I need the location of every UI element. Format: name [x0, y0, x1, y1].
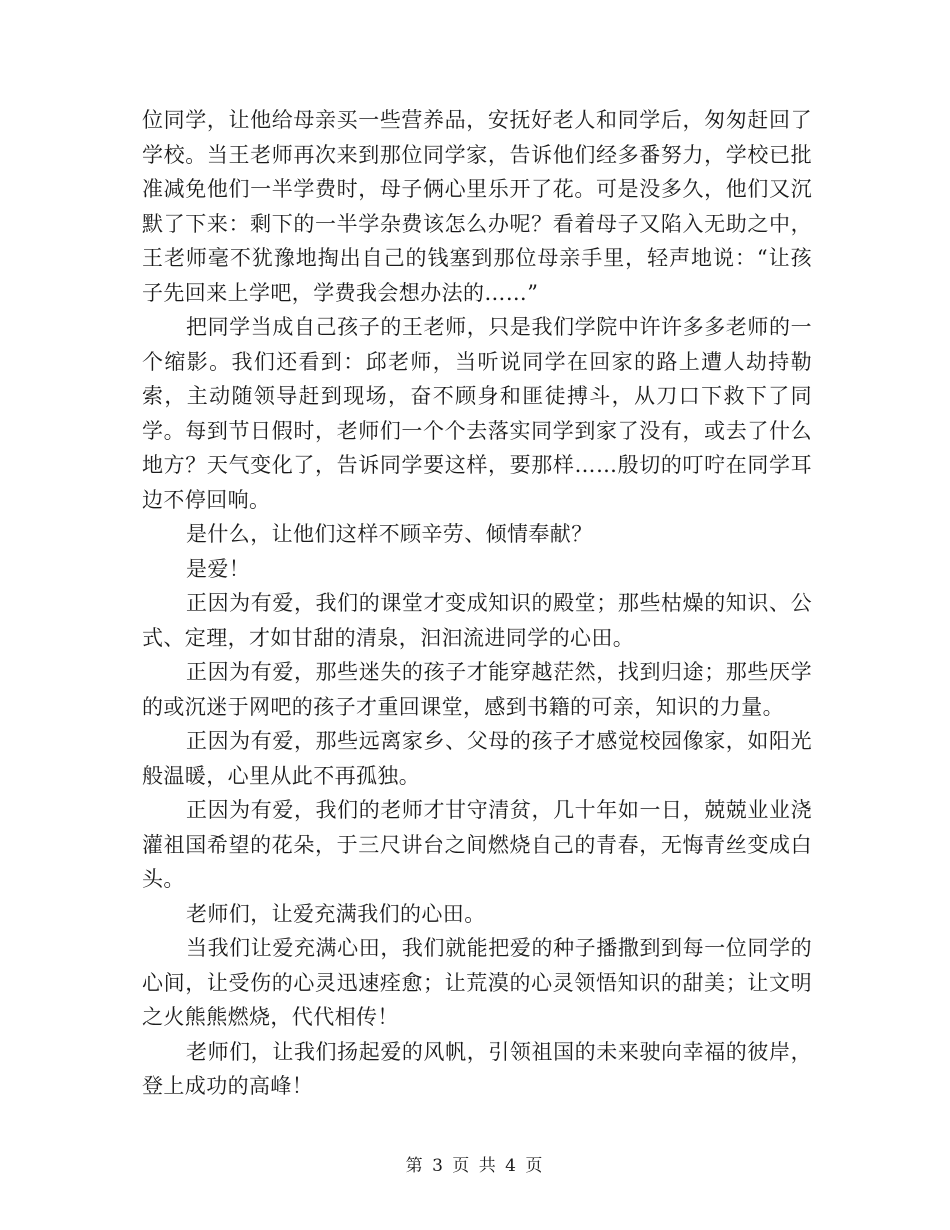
page-number-footer: 第 3 页 共 4 页	[405, 1156, 545, 1176]
paragraph-1: 位同学，让他给母亲买一些营养品，安抚好老人和同学后，匆匆赶回了学校。当王老师再次来到那位同学家，告诉他们经多番努力，学校已批准减免他们一半学费时，母子俩心里乐开了花。可是没多久，他们又沉默了下来：剩下的一半学杂费该怎么办呢？看着母子又陷入无助之中，王老师毫不犹豫地掏出自己的钱塞到那位母亲手里，轻声地说：“让孩子先回来上学吧，学费我会想办法的……”	[142, 108, 812, 305]
document-body	[142, 103, 812, 1104]
paragraph-2: 把同学当成自己孩子的王老师，只是我们学院中许许多多老师的一个缩影。我们还看到：邱老师，当听说同学在回家的路上遭人劫持勒索，主动随领导赶到现场，奋不顾身和匪徒搏斗，从刀口下救下了同学。每到节日假时，老师们一个个去落实同学到家了没有，或去了什么地方？天气变化了，告诉同学要这样，要那样……殷切的叮咛在同学耳边不停回响。	[142, 315, 812, 512]
paragraph-8: 正因为有爱，我们的老师才甘守清贫，几十年如一日，兢兢业业浇灌祖国希望的花朵，于三尺讲台之间燃烧自己的青春，无悔青丝变成白头。	[142, 798, 812, 891]
paragraph-4: 是爱！	[186, 556, 251, 581]
paragraph-3: 是什么，让他们这样不顾辛劳、倾情奉献？	[186, 522, 593, 546]
paragraph-6: 正因为有爱，那些迷失的孩子才能穿越茫然，找到归途；那些厌学的或沉迷于网吧的孩子才重回课堂，感到书籍的可亲，知识的力量。	[142, 660, 812, 719]
paragraph-9: 老师们，让爱充满我们的心田。	[186, 901, 486, 926]
paragraph-10: 当我们让爱充满心田，我们就能把爱的种子播撒到到每一位同学的心间，让受伤的心灵迅速痊愈；让荒漠的心灵领悟知识的甜美；让文明之火熊熊燃烧，代代相传！	[142, 936, 812, 1029]
paragraph-5: 正因为有爱，我们的课堂才变成知识的殿堂；那些枯燥的知识、公式、定理，才如甘甜的清泉，汩汩流进同学的心田。	[142, 591, 812, 650]
paragraph-11: 老师们，让我们扬起爱的风帆，引领祖国的未来驶向幸福的彼岸，登上成功的高峰！	[142, 1039, 812, 1098]
paragraph-7: 正因为有爱，那些远离家乡、父母的孩子才感觉校园像家，如阳光般温暖，心里从此不再孤独。	[142, 729, 812, 788]
